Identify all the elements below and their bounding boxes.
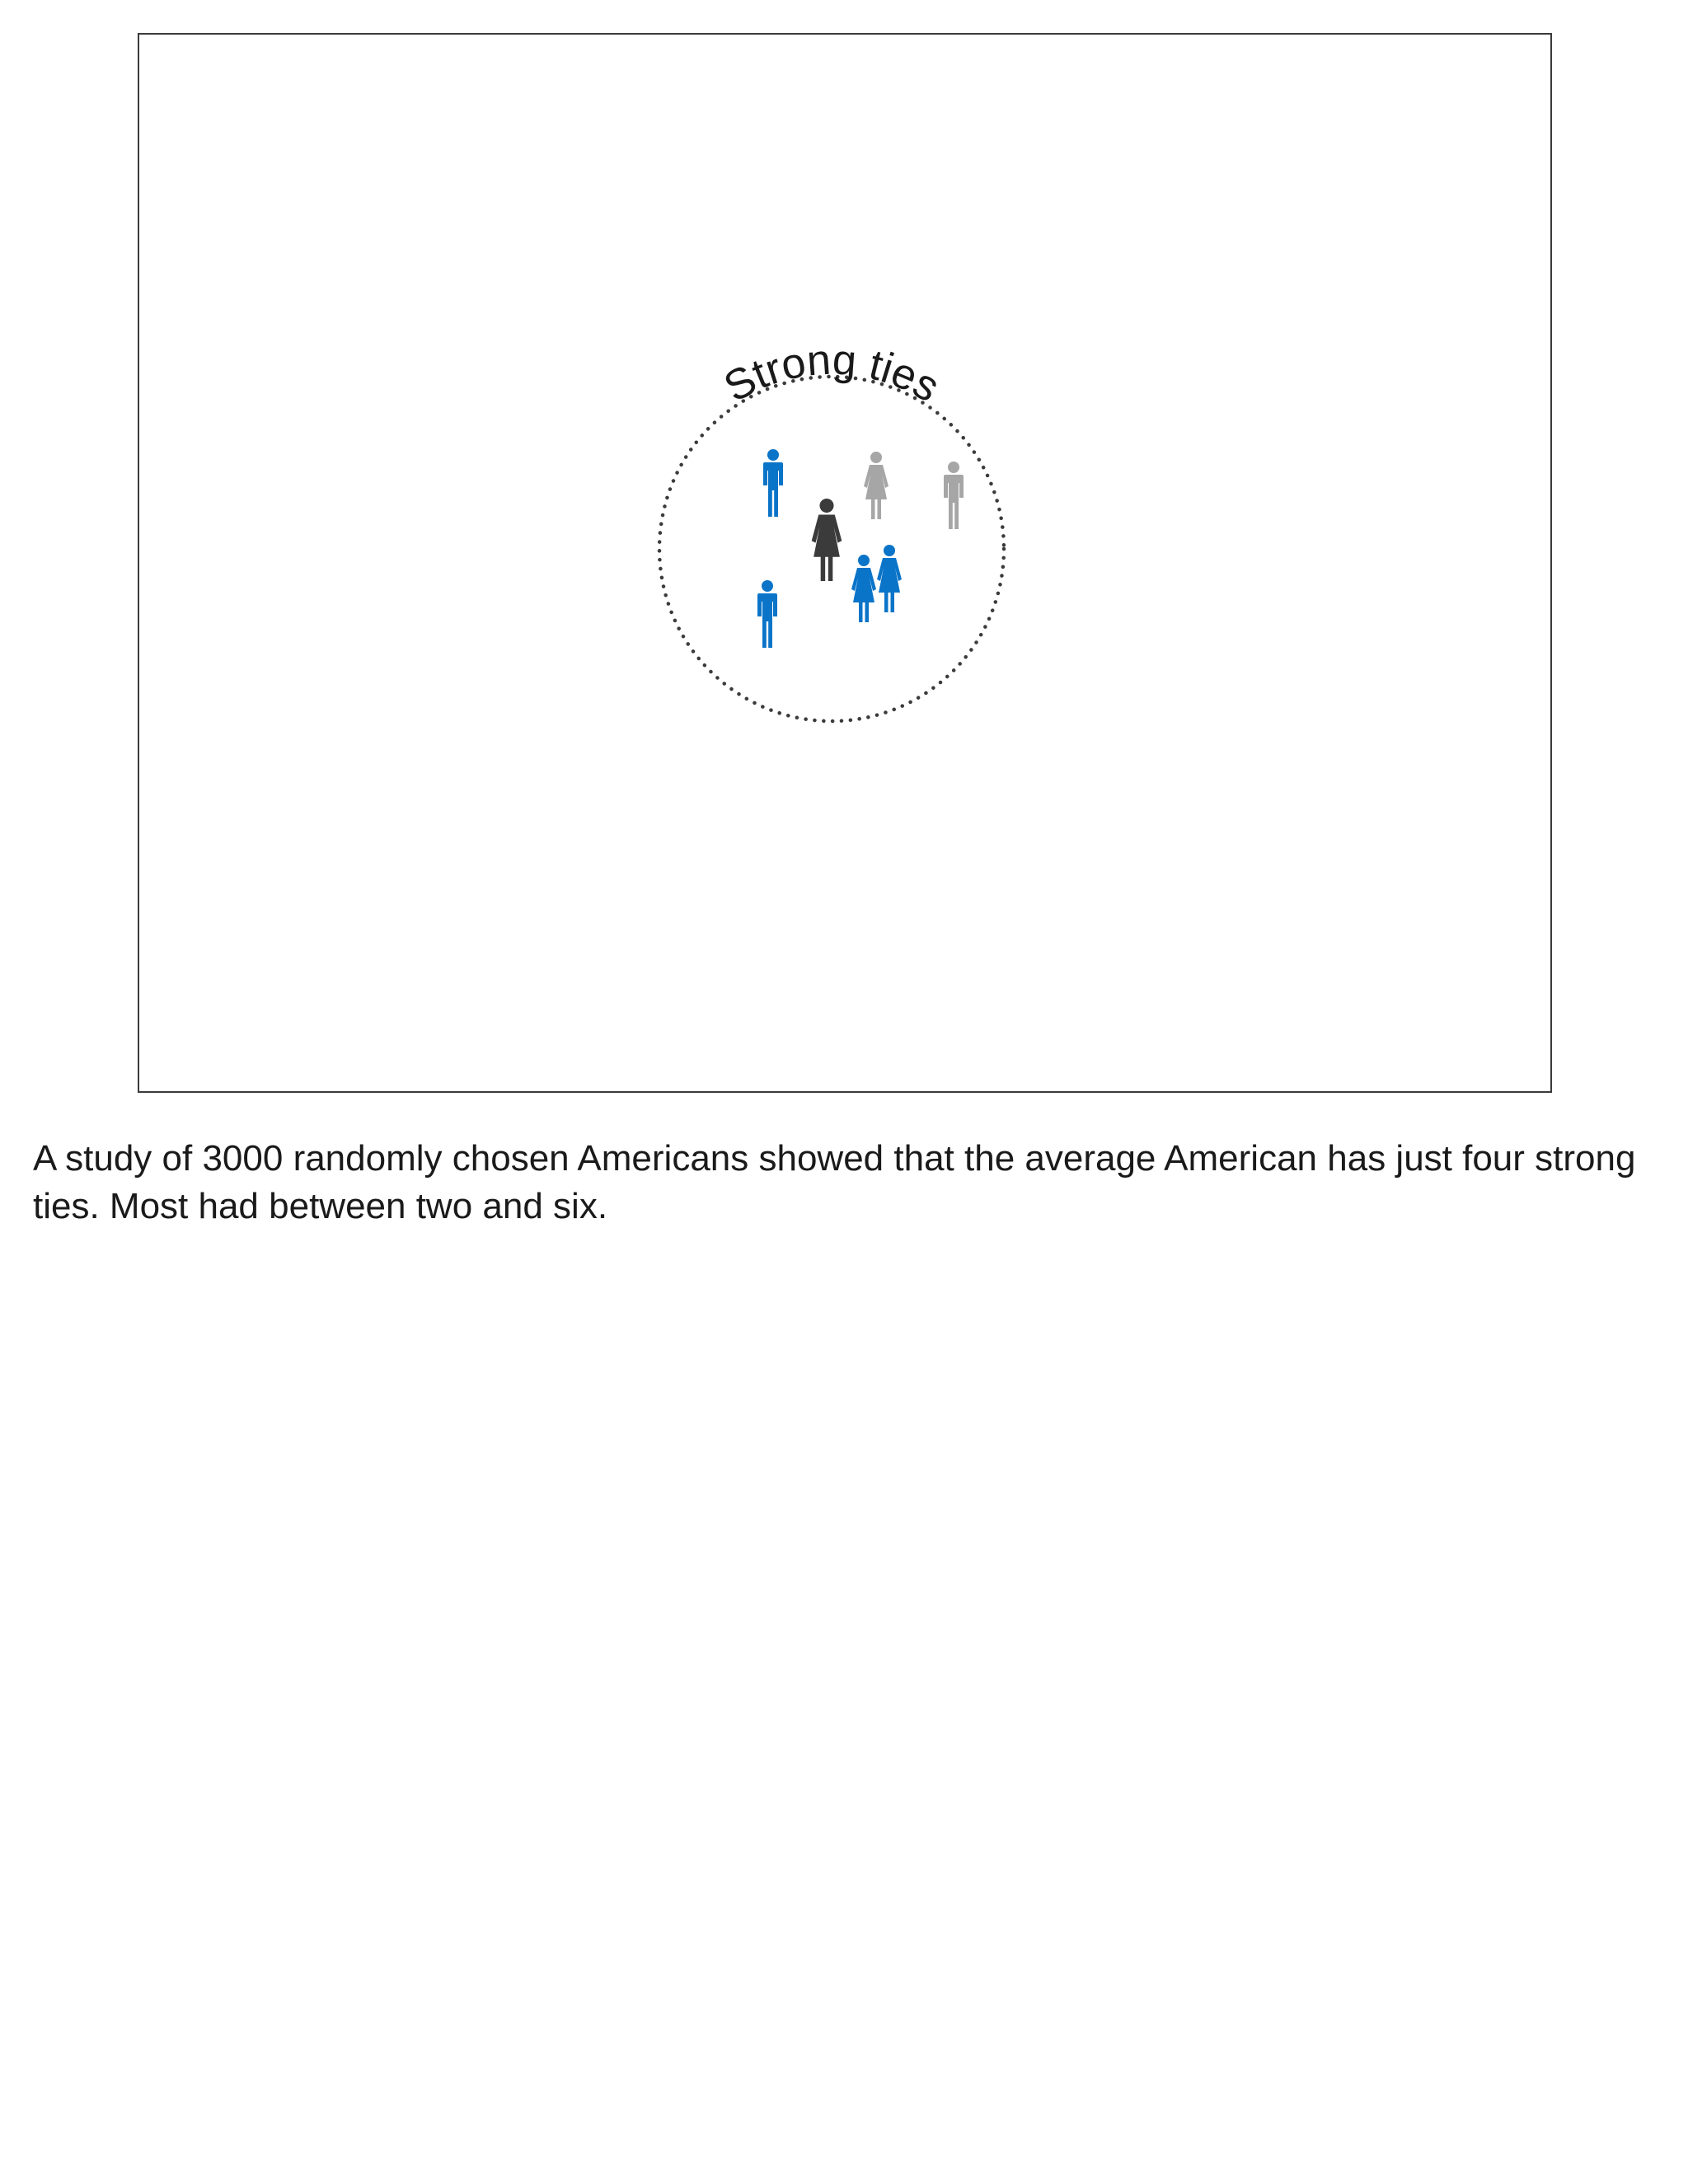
strong-ties-diagram (139, 35, 1554, 1094)
self-woman-icon (812, 499, 842, 581)
circle-label (716, 336, 948, 412)
man-icon (944, 462, 964, 529)
circle-label-path: Strong ties (716, 335, 948, 412)
caption: A study of 3000 randomly chosen Americans showed that the average American has just four strong ties. Most had between two and six. (33, 1138, 1636, 1226)
man-icon (757, 580, 777, 648)
woman-icon (877, 545, 902, 612)
slide-frame (138, 33, 1552, 1093)
woman-icon (851, 555, 876, 622)
circle-label-group (716, 336, 948, 412)
woman-icon (864, 452, 889, 519)
man-icon (763, 449, 783, 517)
figures-group (757, 449, 964, 648)
